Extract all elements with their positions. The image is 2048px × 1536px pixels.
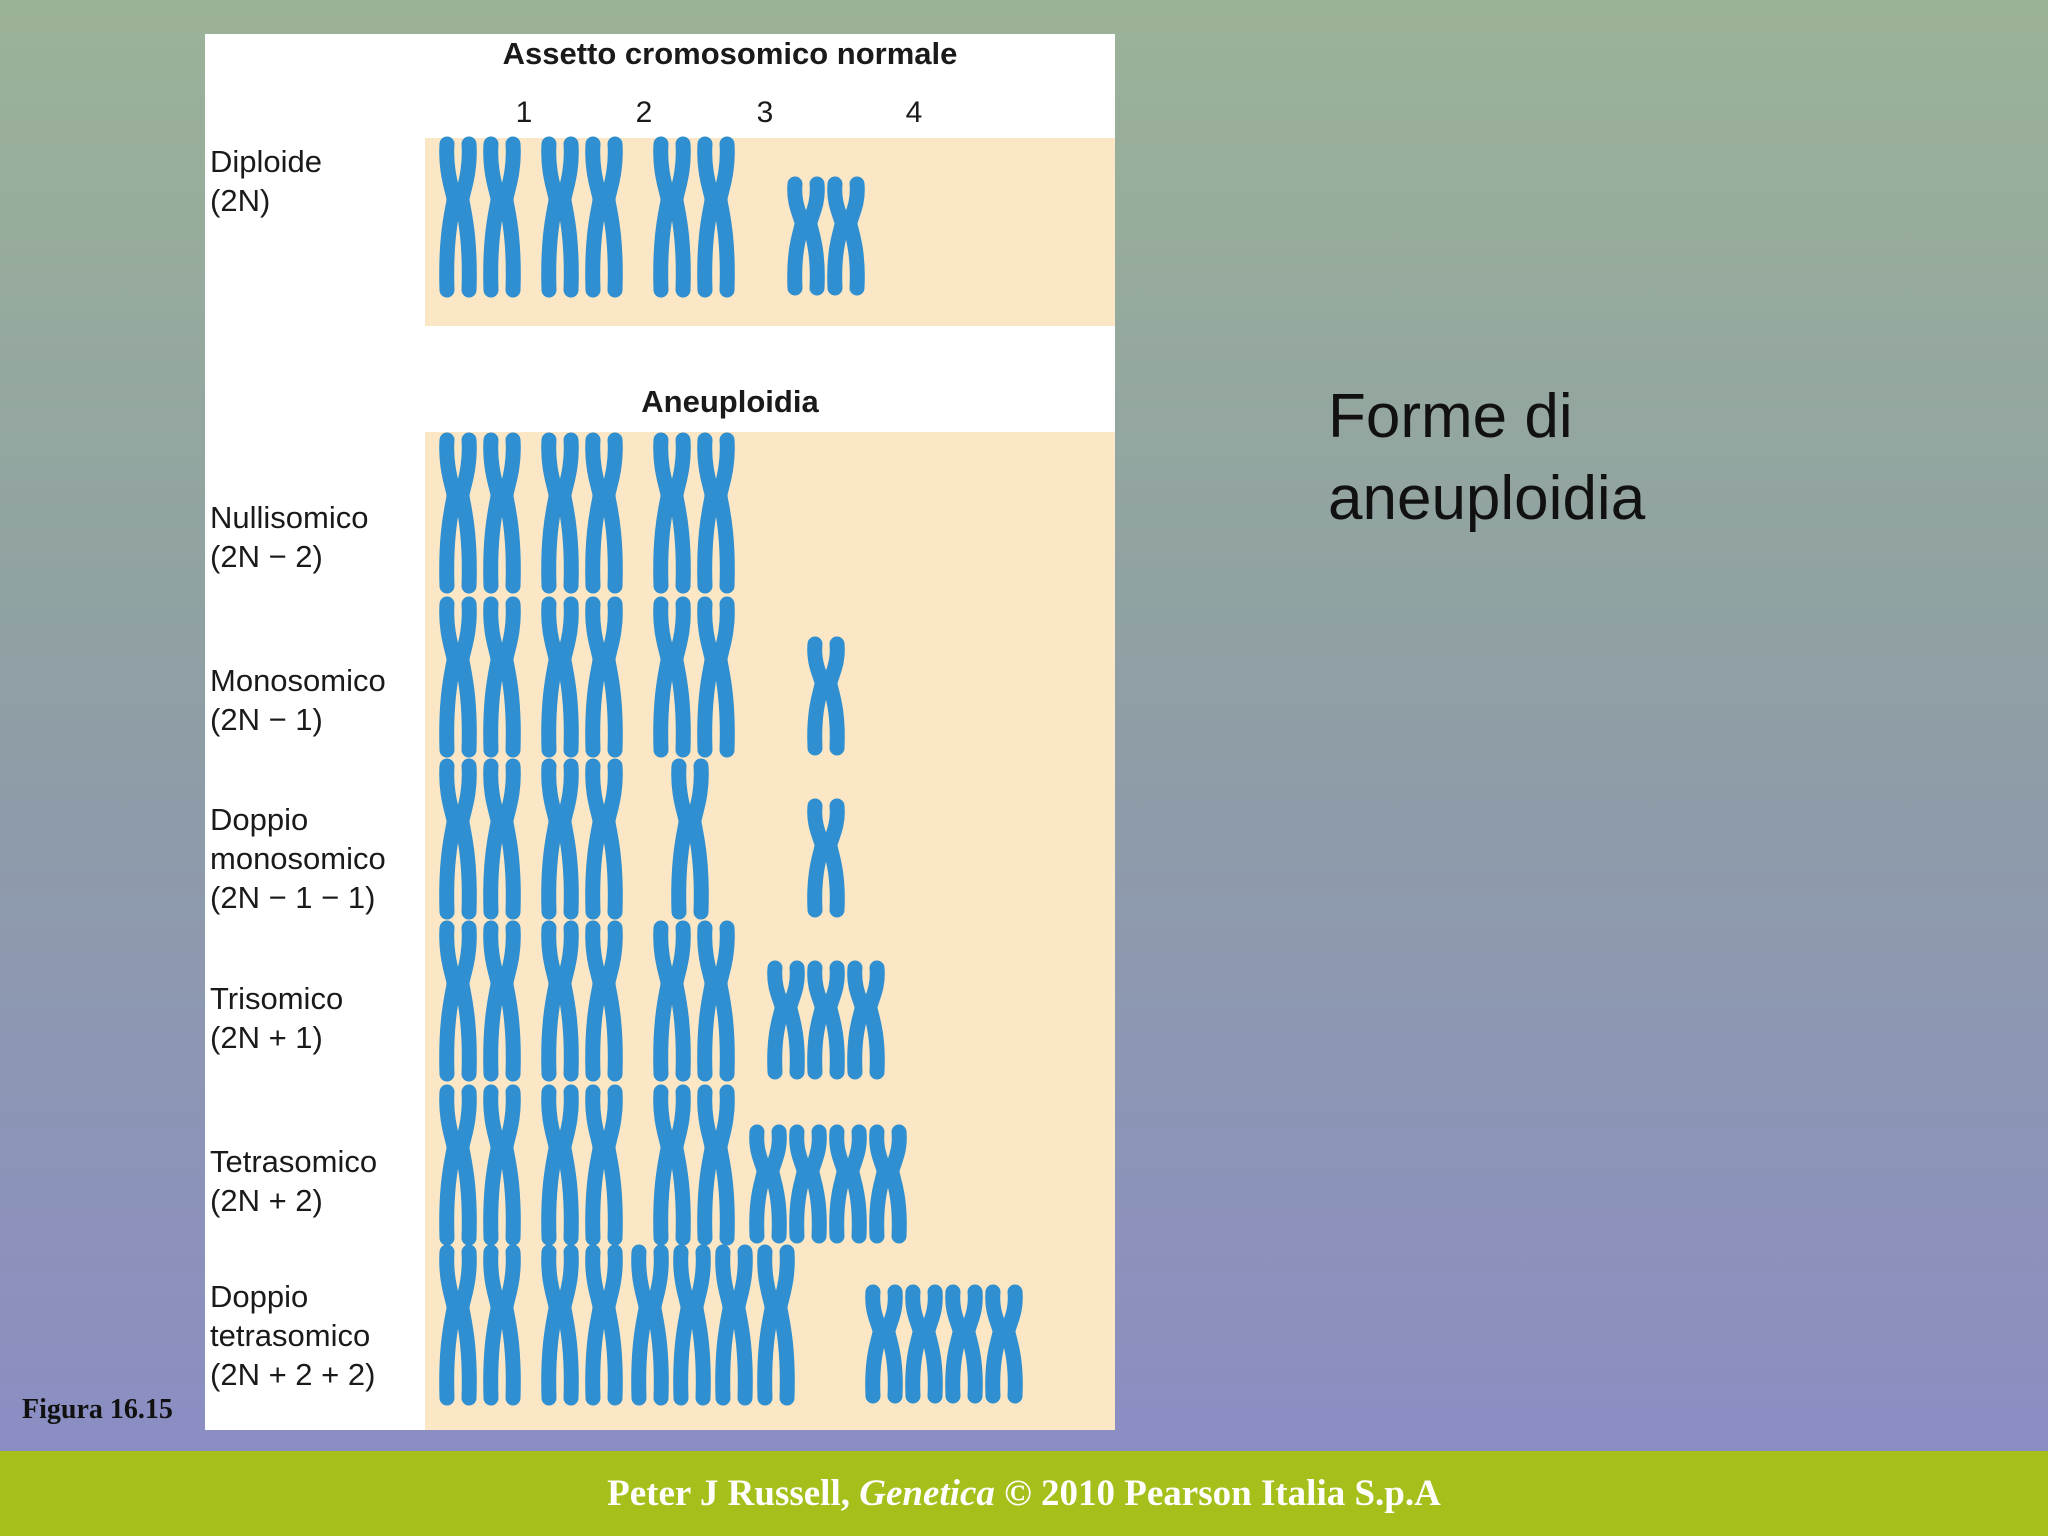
chromosome-4	[953, 1292, 976, 1396]
chromosome-3	[661, 928, 684, 1074]
chromosome-3	[705, 928, 728, 1074]
chromosome-2	[549, 766, 572, 912]
chromosome-1	[491, 766, 514, 912]
chromosome-4	[815, 806, 838, 910]
row-label-line: tetrasomico	[210, 1318, 371, 1353]
chromosome-1	[491, 144, 514, 290]
chromosome-1	[491, 928, 514, 1074]
chromosome-1	[447, 1092, 470, 1238]
chromosome-drawing	[205, 34, 1115, 1430]
chromosome-3	[661, 144, 684, 290]
chromosome-4	[993, 1292, 1016, 1396]
row-label-line: Doppio	[210, 802, 309, 837]
column-number-3: 3	[756, 96, 774, 129]
chromosome-3	[723, 1252, 746, 1398]
chromosome-3	[639, 1252, 662, 1398]
row-label-line: Monosomico	[210, 663, 386, 698]
normal-set-title: Assetto cromosomico normale	[502, 36, 958, 71]
karyotype-figure	[205, 34, 1115, 1430]
chromosome-3	[661, 604, 684, 750]
chromosome-1	[447, 928, 470, 1074]
footer-copyright: © 2010 Pearson Italia S.p.A	[994, 1473, 1441, 1514]
chromosome-2	[549, 928, 572, 1074]
chromosome-4	[815, 644, 838, 748]
chromosome-2	[593, 1252, 616, 1398]
slide-title	[1328, 376, 1645, 540]
chromosome-2	[549, 144, 572, 290]
aneuploidy-title: Aneuploidia	[641, 384, 819, 419]
chromosome-1	[491, 1092, 514, 1238]
chromosome-3	[661, 440, 684, 586]
footer-book-title: Genetica	[859, 1473, 995, 1514]
figure-label: Figura 16.15	[22, 1394, 173, 1425]
chromosome-4	[775, 968, 798, 1072]
chromosome-3	[679, 766, 702, 912]
row-label-line: (2N + 1)	[210, 1020, 323, 1055]
chromosome-4	[835, 184, 858, 288]
slide-title-line: aneuploidia	[1328, 464, 1646, 533]
column-number-2: 2	[635, 96, 653, 129]
chromosome-2	[593, 1092, 616, 1238]
chromosome-2	[549, 440, 572, 586]
chromosome-2	[593, 440, 616, 586]
chromosome-1	[447, 440, 470, 586]
footer-author: Peter J Russell,	[607, 1473, 860, 1514]
row-label-line: (2N + 2)	[210, 1183, 323, 1218]
chromosome-3	[765, 1252, 788, 1398]
chromosome-1	[447, 604, 470, 750]
row-label-line: monosomico	[210, 841, 386, 876]
chromosome-2	[549, 1252, 572, 1398]
column-number-4: 4	[905, 96, 923, 129]
chromosome-3	[705, 440, 728, 586]
row-label-line: Doppio	[210, 1279, 309, 1314]
chromosome-1	[491, 604, 514, 750]
chromosome-2	[593, 766, 616, 912]
chromosome-4	[757, 1132, 780, 1236]
chromosome-4	[837, 1132, 860, 1236]
chromosome-2	[593, 144, 616, 290]
row-label-line: Diploide	[210, 144, 323, 179]
chromosome-4	[795, 184, 818, 288]
chromosome-1	[447, 766, 470, 912]
row-label-line: (2N − 2)	[210, 539, 323, 574]
chromosome-4	[873, 1292, 896, 1396]
row-label-line: (2N − 1 − 1)	[210, 880, 376, 915]
row-label-line: (2N − 1)	[210, 702, 323, 737]
row-label-line: (2N + 2 + 2)	[210, 1357, 376, 1392]
chromosome-2	[549, 604, 572, 750]
chromosome-4	[797, 1132, 820, 1236]
chromosome-4	[815, 968, 838, 1072]
footer-bar	[0, 1451, 2048, 1536]
row-label-line: (2N)	[210, 183, 271, 218]
chromosome-1	[491, 440, 514, 586]
chromosome-1	[447, 1252, 470, 1398]
row-label-line: Trisomico	[210, 981, 344, 1016]
chromosome-3	[661, 1092, 684, 1238]
chromosome-4	[913, 1292, 936, 1396]
column-number-1: 1	[515, 96, 533, 129]
row-label-line: Nullisomico	[210, 500, 369, 535]
slide-title-line: Forme di	[1328, 382, 1573, 451]
chromosome-2	[593, 604, 616, 750]
chromosome-2	[593, 928, 616, 1074]
chromosome-4	[855, 968, 878, 1072]
row-label-line: Tetrasomico	[210, 1144, 378, 1179]
chromosome-1	[447, 144, 470, 290]
chromosome-2	[549, 1092, 572, 1238]
chromosome-4	[877, 1132, 900, 1236]
chromosome-3	[681, 1252, 704, 1398]
chromosome-1	[491, 1252, 514, 1398]
chromosome-3	[705, 1092, 728, 1238]
chromosome-3	[705, 604, 728, 750]
chromosome-3	[705, 144, 728, 290]
